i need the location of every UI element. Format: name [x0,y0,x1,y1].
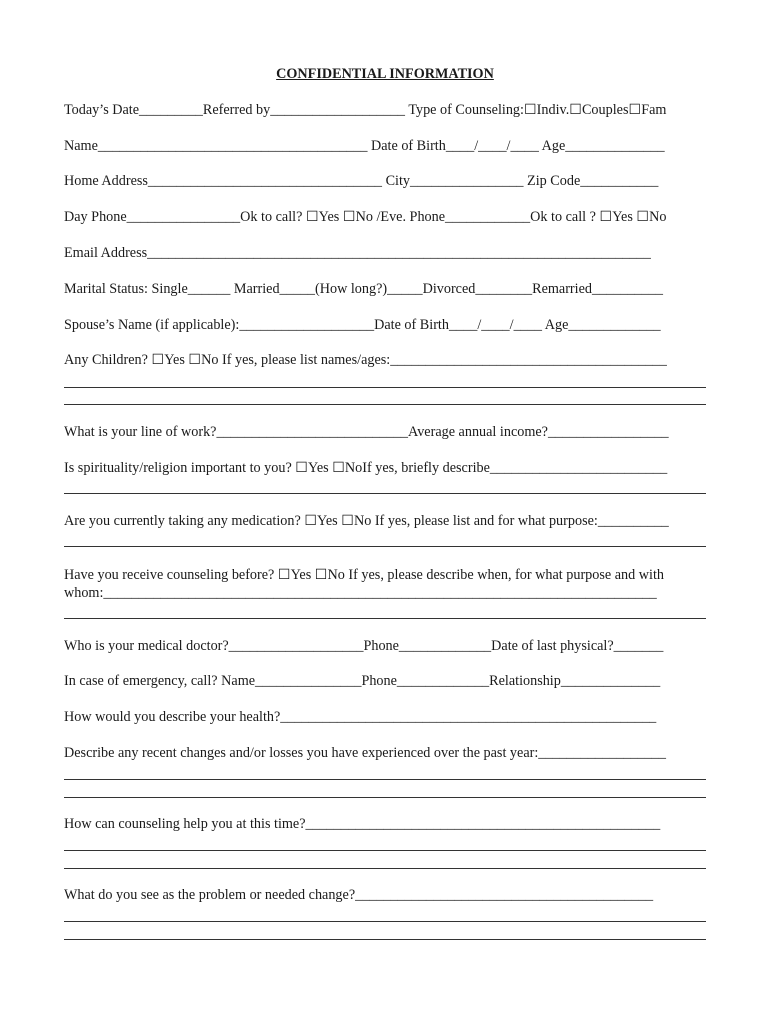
todays-date-referral-counseling-type-line[interactable]: Today’s Date_________Referred by___________________ Type of Counseling:☐Indiv.☐Couples☐Fam [64,102,667,118]
children-answer-rule[interactable] [64,387,706,388]
recent-changes-answer-rule[interactable] [64,779,706,780]
spirituality-line[interactable]: Is spirituality/religion important to you? ☐Yes ☐NoIf yes, briefly describe_________________________ [64,460,668,476]
recent-changes-answer-rule[interactable] [64,797,706,798]
email-address-line[interactable]: Email Address_______________________________________________________________________ [64,245,651,261]
emergency-contact-line[interactable]: In case of emergency, call? Name_______________Phone_____________Relationship______________ [64,673,661,689]
line-of-work-income-line[interactable]: What is your line of work?___________________________Average annual income?_________________ [64,424,669,440]
spirituality-answer-rule[interactable] [64,493,706,494]
medical-doctor-line[interactable]: Who is your medical doctor?___________________Phone_____________Date of last physical?_______ [64,638,664,654]
counseling-help-answer-rule[interactable] [64,868,706,869]
name-dob-age-line[interactable]: Name______________________________________ Date of Birth____/____/____ Age______________ [64,138,665,154]
marital-status-line[interactable]: Marital Status: Single______ Married_____(How long?)_____Divorced________Remarried__________ [64,281,663,297]
counseling-help-line[interactable]: How can counseling help you at this time?__________________________________________________ [64,816,661,832]
prior-counseling-whom-line[interactable]: whom:______________________________________________________________________________ [64,585,657,601]
problem-answer-rule[interactable] [64,939,706,940]
problem-answer-rule[interactable] [64,921,706,922]
phone-ok-to-call-line[interactable]: Day Phone________________Ok to call? ☐Yes ☐No /Eve. Phone____________Ok to call ? ☐Yes ☐No [64,209,667,225]
medication-answer-rule[interactable] [64,546,706,547]
recent-changes-line[interactable]: Describe any recent changes and/or losses you have experienced over the past year:__________________ [64,745,666,761]
prior-counseling-answer-rule[interactable] [64,618,706,619]
problem-or-change-line[interactable]: What do you see as the problem or needed change?__________________________________________ [64,887,654,903]
counseling-help-answer-rule[interactable] [64,850,706,851]
children-line[interactable]: Any Children? ☐Yes ☐No If yes, please list names/ages:_______________________________________ [64,352,667,368]
children-answer-rule[interactable] [64,404,706,405]
form-title: CONFIDENTIAL INFORMATION [276,66,494,82]
medication-line[interactable]: Are you currently taking any medication? ☐Yes ☐No If yes, please list and for what purpose:__________ [64,513,669,529]
prior-counseling-line[interactable]: Have you receive counseling before? ☐Yes ☐No If yes, please describe when, for what purpose and with [64,567,664,583]
home-address-city-zip-line[interactable]: Home Address_________________________________ City________________ Zip Code___________ [64,173,659,189]
spouse-name-line[interactable]: Spouse’s Name (if applicable):___________________Date of Birth____/____/____ Age_____________ [64,317,661,333]
health-description-line[interactable]: How would you describe your health?_____________________________________________________ [64,709,657,725]
